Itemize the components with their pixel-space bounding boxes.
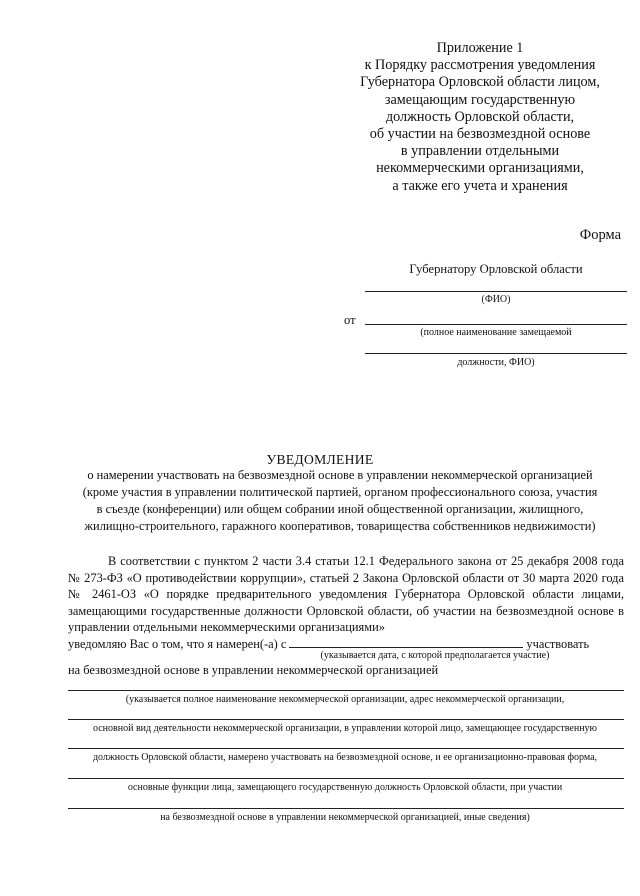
details-line[interactable] bbox=[68, 778, 624, 779]
date-caption: (указывается дата, с которой предполагается участие) bbox=[320, 650, 550, 661]
addressee: Губернатору Орловской области bbox=[409, 262, 583, 276]
details-caption: основной вид деятельности некоммерческой организации, в управлении которой лицо, замещающее государственную bbox=[92, 723, 598, 734]
document-subtitle bbox=[60, 467, 620, 535]
subtitle-line: (кроме участия в управлении политической партией, органом профессионального союза, участия bbox=[82, 485, 598, 499]
appendix-line: об участии на безвозмездной основе bbox=[369, 126, 591, 143]
details-line[interactable] bbox=[68, 719, 624, 720]
appendix-line: Приложение 1 bbox=[436, 40, 524, 56]
from-caption-1: (полное наименование замещаемой bbox=[420, 327, 572, 338]
fio-caption: (ФИО) bbox=[481, 294, 511, 305]
details-caption: (указывается полное наименование некоммерческой организации, адрес некоммерческой организации, bbox=[125, 694, 565, 705]
details-caption: основные функции лица, замещающего государственную должность Орловской области, при участии bbox=[127, 782, 563, 793]
appendix-line: некоммерческими организациями, bbox=[376, 160, 584, 177]
form-label: Форма bbox=[579, 227, 621, 243]
details-line[interactable] bbox=[68, 748, 624, 749]
appendix-line: а также его учета и хранения bbox=[392, 177, 568, 194]
appendix-line: в управлении отдельными bbox=[400, 143, 560, 160]
body-last-line: на безвозмездной основе в управлении некоммерческой организацией bbox=[68, 663, 439, 677]
subtitle-line: жилищно-строительного, гаражного кооперативов, товарищества собственников недвижимости) bbox=[84, 519, 596, 533]
subtitle-line: о намерении участвовать на безвозмездной основе в управлении некоммерческой организацией bbox=[87, 468, 593, 482]
fio-line[interactable] bbox=[365, 291, 627, 292]
notify-end: участвовать bbox=[526, 636, 590, 651]
appendix-line: Губернатора Орловской области лицом, bbox=[360, 74, 600, 91]
details-line[interactable] bbox=[68, 808, 624, 809]
body-paragraph: В соответствии с пунктом 2 части 3.4 статьи 12.1 Федерального закона от 25 декабря 2008 года № 273-ФЗ «О противодействии коррупции», статьей 2 Закона Орловской области от 30 марта 2020 года № 2461-ОЗ «О порядке предварительного уведомления Губернатора Орловской области лицами, замещающими государственные должности Орловской области, об участии на безвозмездной основе в управлении отдельными некоммерческими организациями» bbox=[68, 554, 624, 635]
date-field[interactable] bbox=[289, 636, 523, 648]
appendix-header bbox=[330, 40, 630, 195]
appendix-line: должность Орловской области, bbox=[385, 108, 575, 125]
position-line[interactable] bbox=[365, 353, 627, 354]
details-caption: на безвозмездной основе в управлении некоммерческой организацией, иные сведения) bbox=[160, 812, 530, 823]
details-line[interactable] bbox=[68, 690, 624, 691]
from-caption-2: должности, ФИО) bbox=[457, 357, 535, 368]
details-caption: должность Орловской области, намерено участвовать на безвозмездной основе, и ее организационно-правовая форма, bbox=[92, 752, 598, 763]
from-line[interactable] bbox=[365, 324, 627, 325]
appendix-line: замещающим государственную bbox=[384, 91, 576, 108]
appendix-line: к Порядку рассмотрения уведомления bbox=[364, 57, 596, 74]
body-text bbox=[68, 553, 624, 653]
document-title: УВЕДОМЛЕНИЕ bbox=[266, 452, 374, 467]
notify-start: уведомляю Вас о том, что я намерен(-а) с bbox=[68, 636, 287, 651]
from-label: от bbox=[344, 313, 356, 327]
subtitle-line: в съезде (конференции) или общем собрании иной общественной организации, жилищного, bbox=[96, 502, 584, 516]
